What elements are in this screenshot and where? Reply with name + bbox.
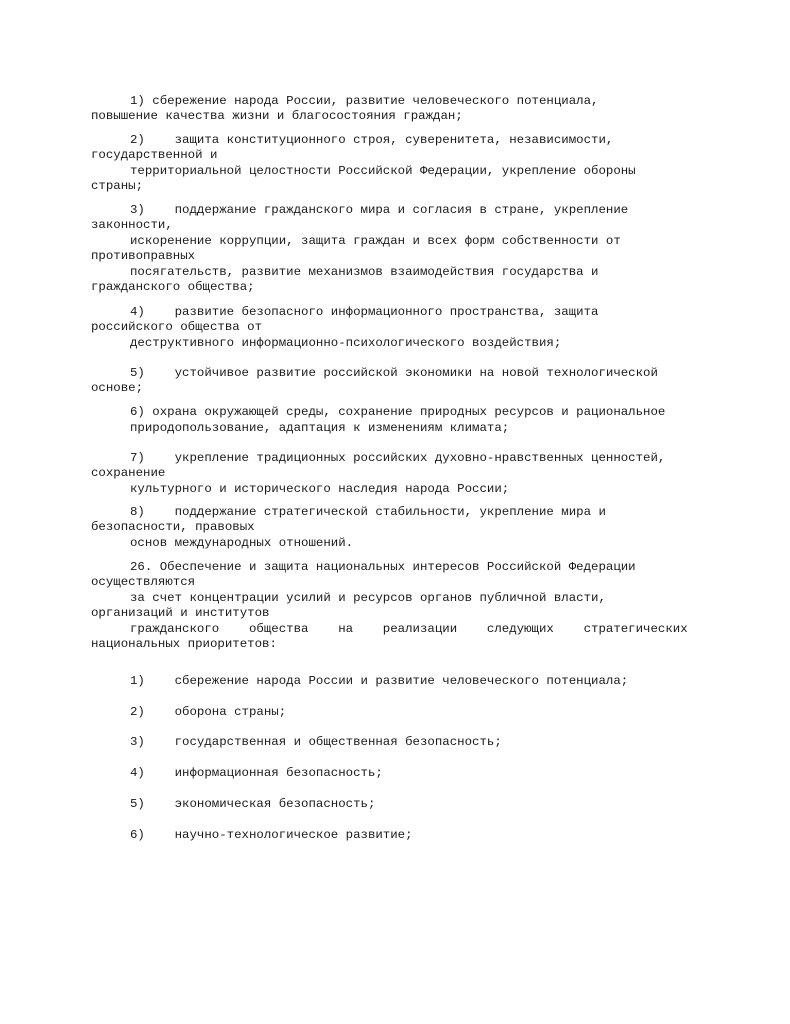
priority-3: 3) государственная и общественная безопасность; <box>130 735 502 749</box>
article-26-line-1: 26. Обеспечение и защита национальных интересов Российской Федерации <box>130 560 636 574</box>
goal-2-line-4: страны; <box>91 179 144 193</box>
goal-3-line-5: посягательств, развитие механизмов взаимодействия государства и <box>130 265 599 279</box>
article-26-line-5: гражданского общества на реализации следующих стратегических <box>130 622 688 636</box>
goal-4-line-2: российского общества от <box>91 320 263 334</box>
goal-3-line-3: искоренение коррупции, защита граждан и всех форм собственности от <box>130 234 621 248</box>
goal-2-line-2: государственной и <box>91 148 218 162</box>
goal-7-line-1: 7) укрепление традиционных российских духовно-нравственных ценностей, <box>130 451 666 465</box>
priority-4: 4) информационная безопасность; <box>130 766 383 780</box>
article-26-line-4: организаций и институтов <box>91 606 270 620</box>
goal-6-line-1: 6) охрана окружающей среды, сохранение природных ресурсов и рациональное <box>130 405 666 419</box>
goal-2-line-1: 2) защита конституционного строя, суверенитета, независимости, <box>130 133 614 147</box>
goal-5-line-1: 5) устойчивое развитие российской экономики на новой технологической <box>130 366 658 380</box>
priority-6: 6) научно-технологическое развитие; <box>130 828 413 842</box>
goal-6-line-2: природопользование, адаптация к изменениям климата; <box>130 421 510 435</box>
goal-3-line-2: законности, <box>91 218 173 232</box>
goal-1-line-1: 1) сбережение народа России, развитие человеческого потенциала, <box>130 94 599 108</box>
priority-1: 1) сбережение народа России и развитие человеческого потенциала; <box>130 674 629 688</box>
goal-1-line-2: повышение качества жизни и благосостояния граждан; <box>91 109 463 123</box>
goal-8-line-2: безопасности, правовых <box>91 520 255 534</box>
goal-3-line-6: гражданского общества; <box>91 280 255 294</box>
goal-4-line-1: 4) развитие безопасного информационного пространства, защита <box>130 305 599 319</box>
goal-7-line-3: культурного и исторического наследия народа России; <box>130 482 510 496</box>
goal-5-line-2: основе; <box>91 381 144 395</box>
goal-2-line-3: территориальной целостности Российской Федерации, укрепление обороны <box>130 164 636 178</box>
goal-4-line-3: деструктивного информационно-психологического воздействия; <box>130 336 562 350</box>
article-26-line-2: осуществляются <box>91 575 196 589</box>
priority-2: 2) оборона страны; <box>130 705 287 719</box>
goal-8-line-3: основ международных отношений. <box>130 536 354 550</box>
goal-3-line-4: противоправных <box>91 249 196 263</box>
article-26-line-6: национальных приоритетов: <box>91 637 277 651</box>
goal-8-line-1: 8) поддержание стратегической стабильности, укрепление мира и <box>130 505 606 519</box>
priority-5: 5) экономическая безопасность; <box>130 797 376 811</box>
article-26-line-3: за счет концентрации усилий и ресурсов органов публичной власти, <box>130 591 606 605</box>
goal-7-line-2: сохранение <box>91 466 166 480</box>
goal-3-line-1: 3) поддержание гражданского мира и согласия в стране, укрепление <box>130 203 629 217</box>
